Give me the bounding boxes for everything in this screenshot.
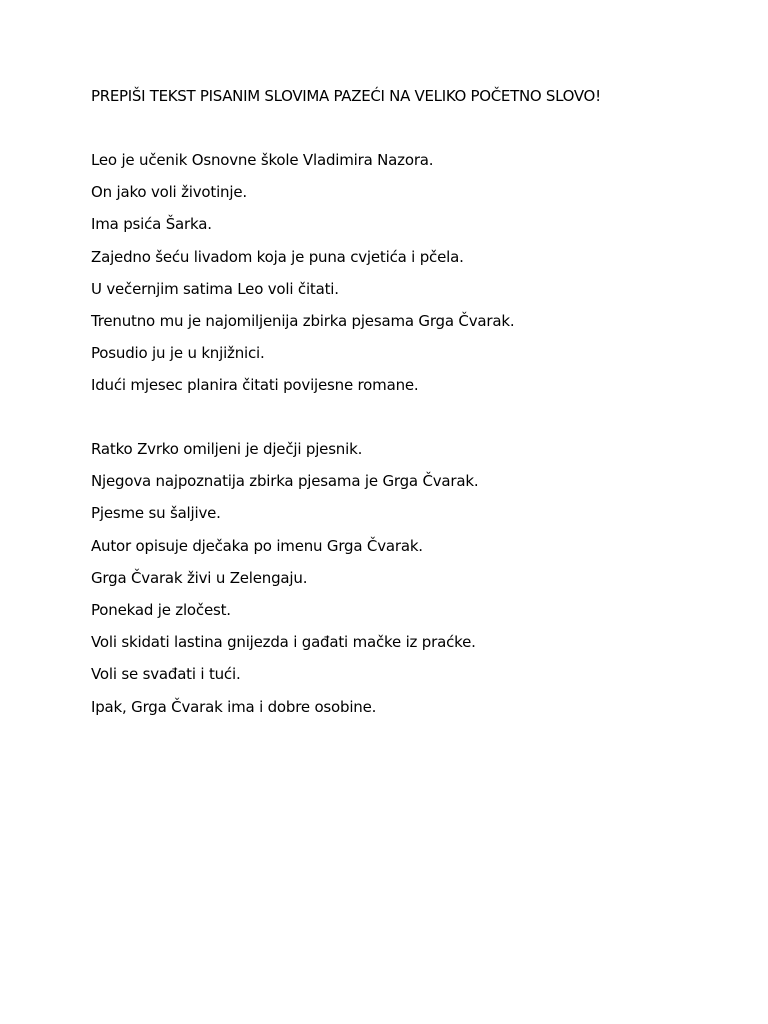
- sentence: U večernjim satima Leo voli čitati.: [91, 279, 339, 298]
- sentence: Voli se svađati i tući.: [91, 665, 241, 684]
- sentence: Autor opisuje dječaka po imenu Grga Čvarak.: [91, 536, 423, 555]
- sentence: Posudio ju je u knjižnici.: [91, 344, 265, 363]
- sentence: Idući mjesec planira čitati povijesne romane.: [91, 376, 419, 395]
- paragraph-1: [91, 150, 514, 408]
- sentence: Ratko Zvrko omiljeni je dječji pjesnik.: [91, 440, 363, 458]
- sentence: Ima psića Šarka.: [91, 215, 212, 234]
- sentence: Pjesme su šaljive.: [91, 504, 221, 523]
- sentence: Trenutno mu je najomiljenija zbirka pjesama Grga Čvarak.: [91, 311, 515, 330]
- paragraph-2: [91, 439, 478, 729]
- task-heading: PREPIŠI TEKST PISANIM SLOVIMA PAZEĆI NA VELIKO POČETNO SLOVO!: [91, 87, 601, 105]
- sentence: Leo je učenik Osnovne škole Vladimira Nazora.: [91, 151, 434, 169]
- sentence: Ponekad je zločest.: [91, 600, 231, 619]
- sentence: Voli skidati lastina gnijezda i gađati mačke iz praćke.: [91, 633, 476, 652]
- sentence: Grga Čvarak živi u Zelengaju.: [91, 568, 308, 587]
- sentence: Njegova najpoznatija zbirka pjesama je Grga Čvarak.: [91, 472, 479, 491]
- sentence: On jako voli životinje.: [91, 183, 247, 202]
- sentence: Ipak, Grga Čvarak ima i dobre osobine.: [91, 697, 377, 716]
- sentence: Zajedno šeću livadom koja je puna cvjetića i pčela.: [91, 247, 464, 266]
